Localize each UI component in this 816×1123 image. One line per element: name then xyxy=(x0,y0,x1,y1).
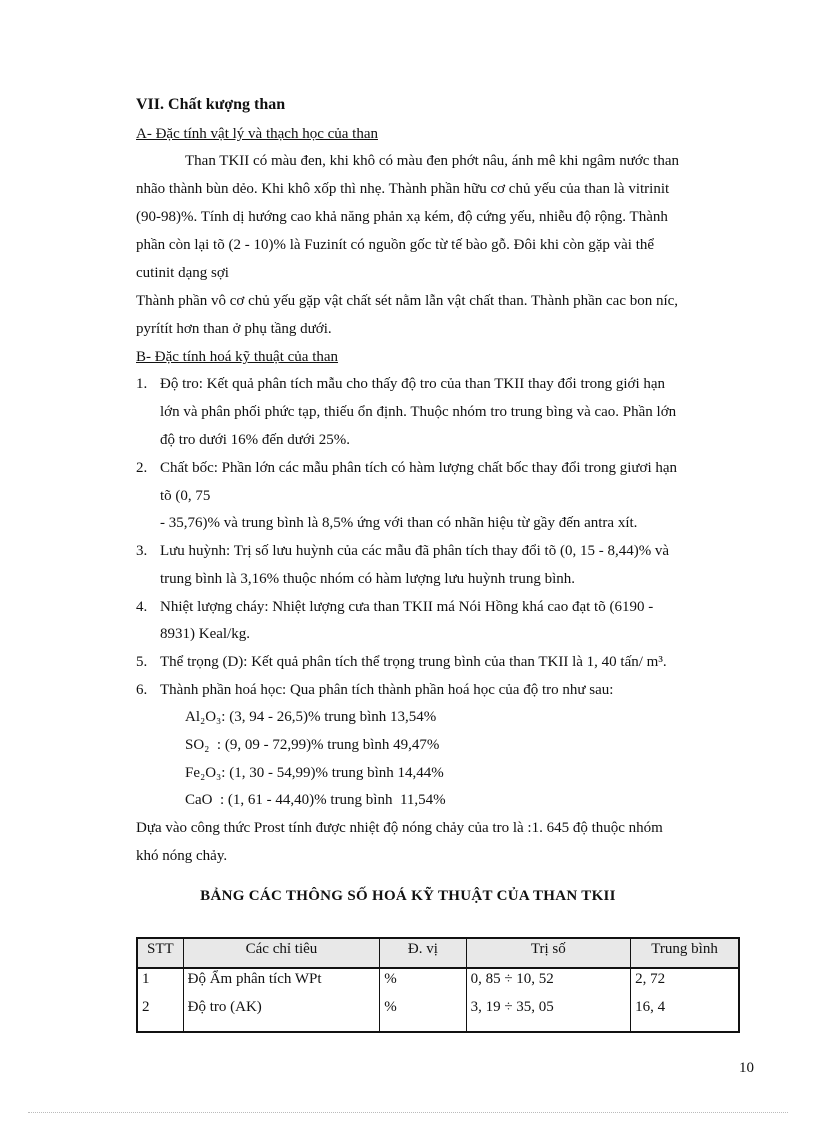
chemical-name: SO₂ xyxy=(185,737,210,753)
list-item-line: 8931) Keal/kg. xyxy=(160,626,250,642)
chemical-value: : (1, 30 - 54,99)% trung bình 14,44% xyxy=(221,765,444,781)
list-item-line: độ tro dưới 16% đến dưới 25%. xyxy=(160,432,351,448)
list-item-line: - 35,76)% và trung bình là 8,5% ứng với than có nhãn hiệu từ gầy đến antra xít. xyxy=(160,515,638,531)
table-cell: 1 xyxy=(137,968,183,997)
list-item-line: trung bình là 3,16% thuộc nhóm có hàm lượng lưu huỳnh trung bình. xyxy=(160,571,575,587)
paragraph-line: phần còn lại tõ (2 - 10)% là Fuzinít có nguồn gốc từ tế bào gỗ. Đôi khi còn gặp vài thể xyxy=(136,237,655,253)
list-item-line: Lưu huỳnh: Trị số lưu huỳnh của các mẫu đã phân tích thay đổi tõ (0, 15 - 8,44)% và xyxy=(160,543,670,559)
header-cell: STT xyxy=(137,938,183,968)
chemical-row xyxy=(185,786,446,814)
chemical-name: CaO xyxy=(185,792,213,808)
part-b-heading: B- Đặc tính hoá kỹ thuật của than xyxy=(136,349,339,365)
chemical-value: : (3, 94 - 26,5)% trung bình 13,54% xyxy=(221,709,437,725)
paragraph-line: (90-98)%. Tính dị hướng cao khả năng phản xạ kém, độ cứng yếu, nhiễu độ rộng. Thành xyxy=(136,209,668,225)
header-cell: Các chỉ tiêu xyxy=(183,938,380,968)
list-item-line: Chất bốc: Phần lớn các mẫu phân tích có hàm lượng chất bốc thay đổi trong giươi hạn xyxy=(160,460,678,476)
list-item-line: Thể trọng (D): Kết quả phân tích thể trọng trung bình của than TKII là 1, 40 tấn/ m³. xyxy=(160,654,667,670)
list-item-line: lớn và phân phối phức tạp, thiếu ổn định. Thuộc nhóm tro trung bìng và cao. Phần lớn xyxy=(160,404,677,420)
list-number: 1. xyxy=(136,376,148,392)
list-number: 3. xyxy=(136,543,148,559)
list-item-line: Độ tro: Kết quả phân tích mẫu cho thấy độ tro của than TKII thay đổi trong giới hạn xyxy=(160,376,666,392)
table-cell: 2 xyxy=(137,997,183,1032)
section-title: VII. Chất kượng than xyxy=(136,96,286,113)
conclusion-line: khó nóng chảy. xyxy=(136,848,228,864)
table-cell: 0, 85 ÷ 10, 52 xyxy=(466,968,631,997)
page-bottom-divider xyxy=(28,1112,788,1113)
chemical-row xyxy=(185,731,439,759)
table-cell: % xyxy=(380,968,466,997)
page-number: 10 xyxy=(739,1060,754,1076)
part-a-heading: A- Đặc tính vật lý và thạch học của than xyxy=(136,126,378,142)
header-cell: Đ. vị xyxy=(380,938,466,968)
chemical-row xyxy=(185,759,444,787)
paragraph-line: cutinit dạng sợi xyxy=(136,265,229,281)
list-item-line: Nhiệt lượng cháy: Nhiệt lượng cưa than TKII má Nói Hồng khá cao đạt tõ (6190 - xyxy=(160,599,654,615)
list-item-line: tõ (0, 75 xyxy=(160,488,211,504)
table-cell: Độ Ẩm phân tích WPt xyxy=(183,968,380,997)
table-title: BẢNG CÁC THÔNG SỐ HOÁ KỸ THUẬT CỦA THAN TKII xyxy=(200,888,616,904)
list-number: 6. xyxy=(136,682,148,698)
paragraph-line: Thành phần vô cơ chủ yếu gặp vật chất sét nằm lẫn vật chất than. Thành phần cac bon níc, xyxy=(136,293,679,309)
list-number: 4. xyxy=(136,599,148,615)
conclusion-line: Dựa vào công thức Prost tính được nhiệt độ nóng chảy của tro là :1. 645 độ thuộc nhóm xyxy=(136,820,663,836)
table-row xyxy=(137,968,739,997)
paragraph-line: nhão thành bùn dẻo. Khi khô xốp thì nhẹ. Thành phần hữu cơ chủ yếu của than là vitrinit xyxy=(136,181,670,197)
chemical-row xyxy=(185,703,436,731)
chemical-name: Fe₂O₃ xyxy=(185,765,222,781)
chemical-value: : (1, 61 - 44,40)% trung bình 11,54% xyxy=(212,792,446,808)
chemical-value: : (9, 09 - 72,99)% trung bình 49,47% xyxy=(209,737,440,753)
chemical-name: Al₂O₃ xyxy=(185,709,222,725)
table-row xyxy=(137,997,739,1032)
table-cell: 2, 72 xyxy=(631,968,739,997)
paragraph-line: pyrítít hơn than ở phụ tầng dưới. xyxy=(136,321,332,337)
parameters-table xyxy=(136,937,740,1033)
list-number: 2. xyxy=(136,460,148,476)
paragraph-line: Than TKII có màu đen, khi khô có màu đen phớt nâu, ánh mê khi ngâm nước than xyxy=(185,153,680,169)
table-cell: 3, 19 ÷ 35, 05 xyxy=(466,997,631,1032)
header-cell: Trung bình xyxy=(631,938,739,968)
header-cell: Trị số xyxy=(466,938,631,968)
list-item-line: Thành phần hoá học: Qua phân tích thành phần hoá học của độ tro như sau: xyxy=(160,682,614,698)
list-number: 5. xyxy=(136,654,148,670)
table-cell: Độ tro (AK) xyxy=(183,997,380,1032)
table-cell: 16, 4 xyxy=(631,997,739,1032)
table-header-row xyxy=(137,938,739,968)
table-cell: % xyxy=(380,997,466,1032)
